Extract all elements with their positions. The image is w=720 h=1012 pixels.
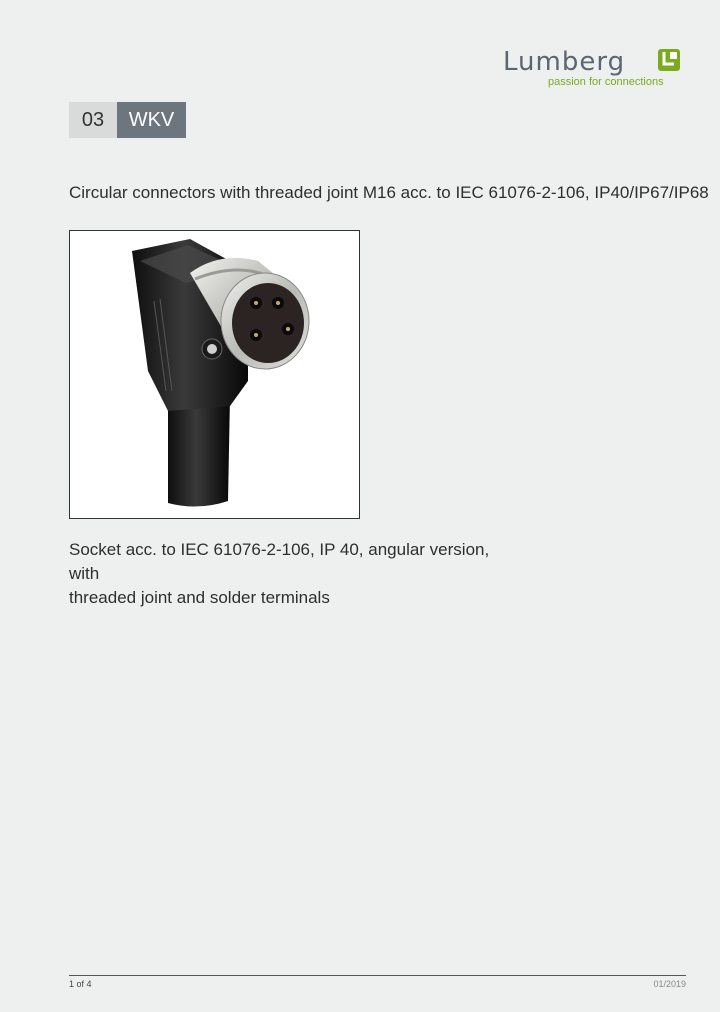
page-counter: 1 of 4: [69, 979, 92, 989]
brand-tagline: passion for connections: [548, 76, 664, 88]
brand-mark-icon: [658, 49, 680, 71]
angled-circular-socket-icon: [70, 231, 359, 518]
section-number: 03: [69, 102, 117, 138]
description-line-1: Socket acc. to IEC 61076-2-106, IP 40, angular version, with: [69, 540, 490, 583]
description-line-2: threaded joint and solder terminals: [69, 588, 330, 607]
page-title: Circular connectors with threaded joint M16 acc. to IEC 61076-2-106, IP40/IP67/IP68: [69, 183, 709, 202]
brand-logo: [503, 47, 693, 91]
product-image: [69, 230, 360, 519]
brand-wordmark: Lumberg: [503, 47, 626, 77]
section-code: WKV: [117, 102, 186, 138]
document-date: 01/2019: [653, 979, 686, 989]
footer-divider: [69, 975, 686, 976]
product-description: [69, 538, 509, 610]
